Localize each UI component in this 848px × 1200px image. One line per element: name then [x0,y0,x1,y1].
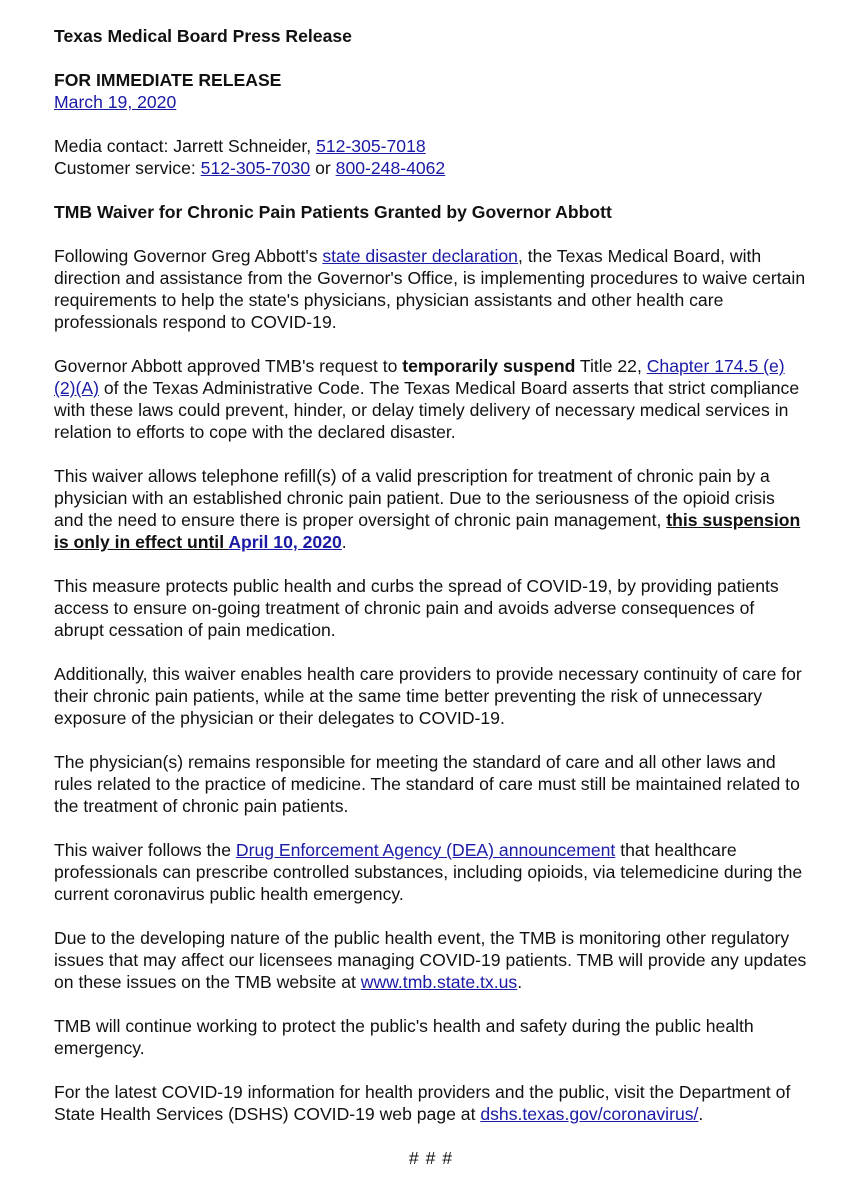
paragraph-9: TMB will continue working to protect the public's health and safety during the public health emergency. [54,1016,754,1058]
dea-announcement-link[interactable]: Drug Enforcement Agency (DEA) announcement [235,840,616,860]
header-block [54,25,808,47]
paragraph-5: Additionally, this waiver enables health care providers to provide necessary continuity of care for their chronic pain patients, while at the same time better preventing the risk of unnecessary exposure of the physician or their delegates to COVID-19. [54,664,802,728]
p1-text-after: , the Texas Medical Board, with direction and assistance from the Governor's Office, is implementing procedures to waive certain requirements to help the state's physicians, physician assistants and other health care professionals respond to COVID-19. [54,246,806,332]
headline: TMB Waiver for Chronic Pain Patients Granted by Governor Abbott [54,202,612,222]
paragraph-8 [54,927,808,993]
p2-text-before: Governor Abbott approved TMB's request to [54,356,403,376]
paragraph-10 [54,1081,808,1125]
end-mark: # # # [408,1148,454,1168]
p7-text-after: that healthcare professionals can prescribe controlled substances, including opioids, via telemedicine during the current coronavirus public health emergency. [54,840,803,904]
release-date-link[interactable]: March 19, 2020 [54,92,177,112]
paragraph-2 [54,355,808,443]
p7-text-before: This waiver follows the [54,840,236,860]
release-info [54,69,808,113]
p10-text-before: For the latest COVID-19 information for health providers and the public, visit the Department of State Health Services (DSHS) COVID-19 web page at [54,1082,791,1124]
p10-text-after: . [698,1104,704,1124]
p3-text-before: This waiver allows telephone refill(s) of a valid prescription for treatment of chronic pain by a physician with an established chronic pain patient. Due to the seriousness of the opioid crisis and the need to ensure there is proper oversight of chronic pain management, [54,466,775,530]
media-phone-link[interactable]: 512-305-7018 [316,136,426,156]
paragraph-1 [54,245,808,333]
p3-text-after: . [341,532,347,552]
p2-text-after: of the Texas Administrative Code. The Texas Medical Board asserts that strict compliance with these laws could prevent, hinder, or delay timely delivery of necessary medical services in relation to efforts to cope with the declared disaster. [54,378,800,442]
chapter-174-link[interactable]: Chapter 174.5 (e) (2)(A) [54,356,785,398]
temporarily-suspend-text: temporarily suspend [402,356,576,376]
service-phone-link-1[interactable]: 512-305-7030 [200,158,311,178]
p8-text-after: . [517,972,523,992]
p2-text-mid: Title 22, [575,356,647,376]
contact-block [54,135,808,179]
paragraph-6: The physician(s) remains responsible for meeting the standard of care and all other laws and rules related to the practice of medicine. The standard of care must still be maintained related to the treatment of chronic pain patients. [54,752,800,816]
april-10-link[interactable]: April 10, 2020 [228,532,342,552]
tmb-website-link[interactable]: www.tmb.state.tx.us [360,972,518,992]
service-phone-link-2[interactable]: 800-248-4062 [335,158,446,178]
state-disaster-declaration-link[interactable]: state disaster declaration [322,246,518,266]
p1-text-before: Following Governor Greg Abbott's [54,246,323,266]
paragraph-4: This measure protects public health and curbs the spread of COVID-19, by providing patients access to ensure on-going treatment of chronic pain and avoids adverse consequences of abrupt cessation of pain medication. [54,576,779,640]
paragraph-7 [54,839,808,905]
p8-text-before: Due to the developing nature of the public health event, the TMB is monitoring other regulatory issues that may affect our licensees managing COVID-19 patients. TMB will provide any updates on these issues on the TMB website at [54,928,807,992]
suspension-bold-text: this suspension is only in effect until [54,510,801,552]
customer-service-label: Customer service: [54,158,201,178]
or-text: or [310,158,336,178]
media-contact-label: Media contact: Jarrett Schneider, [54,136,317,156]
release-title: Texas Medical Board Press Release [54,26,352,46]
dshs-coronavirus-link[interactable]: dshs.texas.gov/coronavirus/ [480,1104,699,1124]
immediate-release-label: FOR IMMEDIATE RELEASE [54,70,282,90]
paragraph-3 [54,465,808,553]
